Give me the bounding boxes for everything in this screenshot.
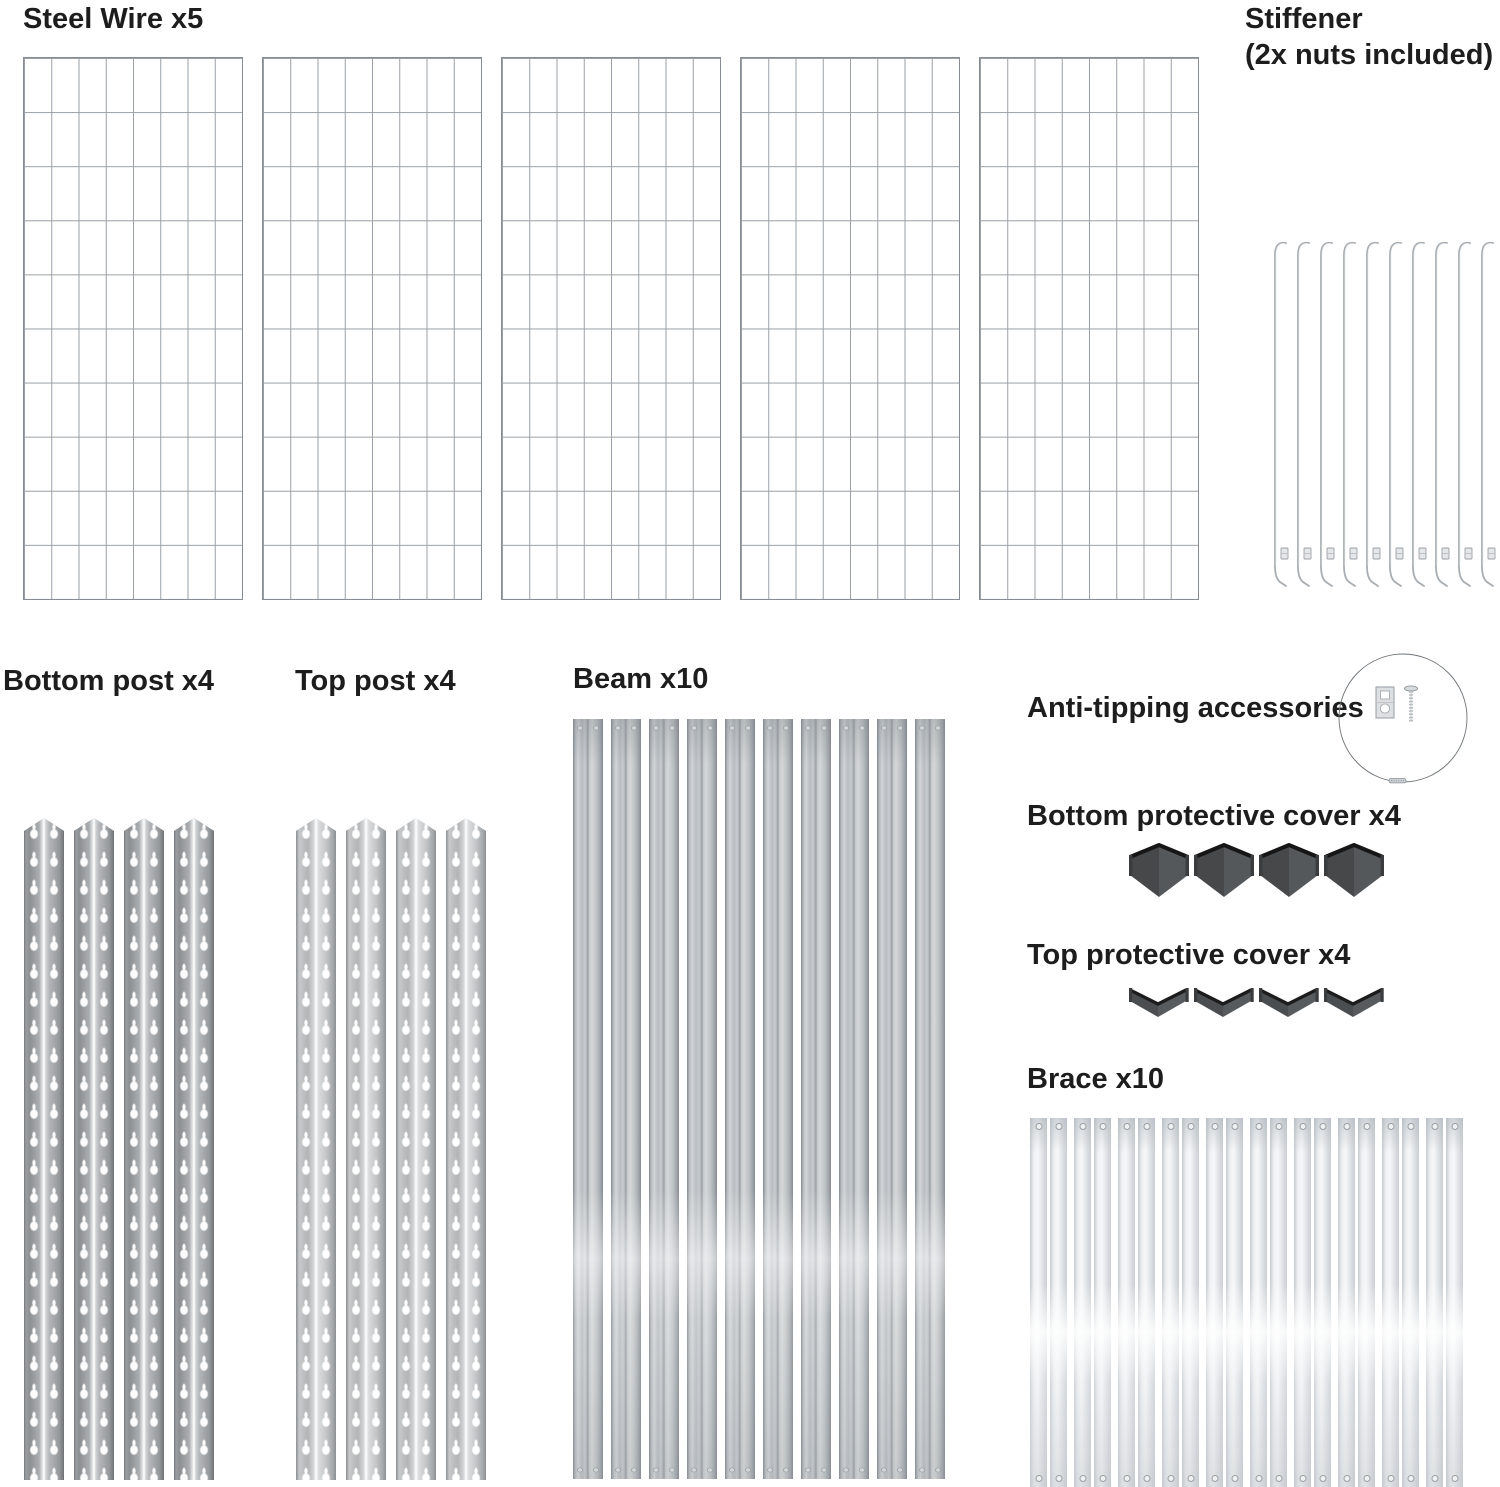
brace-strip-icon	[1226, 1118, 1243, 1487]
bottom-post-icon	[124, 818, 164, 1480]
brace-strip-icon	[1206, 1118, 1223, 1487]
brace-pair	[1206, 1118, 1243, 1487]
brace-label: Brace x10	[1027, 1063, 1165, 1095]
beam-icon	[763, 719, 793, 1479]
brace-strip-icon	[1050, 1118, 1067, 1487]
bottom-post-icon	[24, 818, 64, 1480]
beam-icon	[839, 719, 869, 1479]
brace-pair	[1118, 1118, 1155, 1487]
brace-pair	[1030, 1118, 1067, 1487]
stiffener-label: Stiffener	[1245, 3, 1363, 35]
brace-strip-icon	[1138, 1118, 1155, 1487]
beam-icon	[801, 719, 831, 1479]
steel-wire-group	[23, 57, 1199, 600]
top-cover-label: Top protective cover x4	[1027, 939, 1351, 971]
top-post-icon	[346, 818, 386, 1480]
stiffener-rod-icon	[1381, 236, 1404, 602]
beam-icon	[611, 719, 641, 1479]
stiffener-rod-icon	[1404, 236, 1427, 602]
brace-strip-icon	[1314, 1118, 1331, 1487]
bottom-cover-icon	[1323, 841, 1385, 901]
stiffener-rod-icon	[1358, 236, 1381, 602]
stiffener-rod-icon	[1473, 236, 1496, 602]
top-post-group	[296, 818, 486, 1480]
bottom-post-group	[24, 818, 214, 1480]
beam-icon	[915, 719, 945, 1479]
top-cover-icon	[1323, 980, 1385, 1022]
beam-icon	[725, 719, 755, 1479]
beam-icon	[573, 719, 603, 1479]
anti-tipping-label: Anti-tipping accessories	[1027, 692, 1364, 724]
top-post-icon	[296, 818, 336, 1480]
brace-strip-icon	[1402, 1118, 1419, 1487]
brace-pair	[1074, 1118, 1111, 1487]
top-cover-group	[1128, 980, 1385, 1022]
top-post-icon	[396, 818, 436, 1480]
beam-label: Beam x10	[573, 663, 709, 695]
brace-strip-icon	[1094, 1118, 1111, 1487]
screw-icon	[1405, 686, 1418, 722]
beam-icon	[877, 719, 907, 1479]
magnifier-circle-icon	[1339, 654, 1467, 782]
top-cover-icon	[1258, 980, 1320, 1022]
brace-pair	[1162, 1118, 1199, 1487]
beam-icon	[687, 719, 717, 1479]
brace-strip-icon	[1074, 1118, 1091, 1487]
brace-strip-icon	[1446, 1118, 1463, 1487]
stiffener-rod-icon	[1335, 236, 1358, 602]
brace-strip-icon	[1270, 1118, 1287, 1487]
stiffener-rod-icon	[1450, 236, 1473, 602]
stiffener-sublabel: (2x nuts included)	[1245, 39, 1494, 71]
brace-strip-icon	[1250, 1118, 1267, 1487]
beam-icon	[649, 719, 679, 1479]
top-post-icon	[446, 818, 486, 1480]
brace-pair	[1382, 1118, 1419, 1487]
bottom-post-icon	[174, 818, 214, 1480]
brace-pair	[1294, 1118, 1331, 1487]
brace-strip-icon	[1338, 1118, 1355, 1487]
brace-strip-icon	[1358, 1118, 1375, 1487]
brace-pair	[1338, 1118, 1375, 1487]
stiffener-rod-icon	[1266, 236, 1289, 602]
bottom-cover-icon	[1193, 841, 1255, 901]
stiffener-rod-icon	[1289, 236, 1312, 602]
top-cover-icon	[1193, 980, 1255, 1022]
steel-wire-label: Steel Wire x5	[23, 3, 204, 35]
brace-strip-icon	[1426, 1118, 1443, 1487]
bottom-cover-group	[1128, 841, 1385, 901]
beam-group	[573, 719, 945, 1479]
brace-strip-icon	[1382, 1118, 1399, 1487]
brace-strip-icon	[1294, 1118, 1311, 1487]
bottom-post-label: Bottom post x4	[3, 665, 215, 697]
stiffener-group	[1266, 236, 1496, 602]
bottom-post-icon	[74, 818, 114, 1480]
wire-panel-icon	[501, 57, 721, 600]
wire-panel-icon	[23, 57, 243, 600]
brace-pair	[1250, 1118, 1287, 1487]
brace-pair	[1426, 1118, 1463, 1487]
brace-strip-icon	[1182, 1118, 1199, 1487]
stiffener-rod-icon	[1427, 236, 1450, 602]
wire-panel-icon	[740, 57, 960, 600]
stiffener-rod-icon	[1312, 236, 1335, 602]
anti-tipping-icon	[1332, 652, 1474, 788]
wall-bracket-icon	[1376, 687, 1394, 718]
bottom-cover-icon	[1258, 841, 1320, 901]
brace-strip-icon	[1030, 1118, 1047, 1487]
wire-panel-icon	[979, 57, 1199, 600]
wire-panel-icon	[262, 57, 482, 600]
brace-group	[1030, 1118, 1463, 1487]
anchor-plug-icon	[1389, 779, 1406, 783]
top-post-label: Top post x4	[295, 665, 456, 697]
bottom-cover-icon	[1128, 841, 1190, 901]
top-cover-icon	[1128, 980, 1190, 1022]
brace-strip-icon	[1162, 1118, 1179, 1487]
bottom-cover-label: Bottom protective cover x4	[1027, 800, 1401, 832]
brace-strip-icon	[1118, 1118, 1135, 1487]
